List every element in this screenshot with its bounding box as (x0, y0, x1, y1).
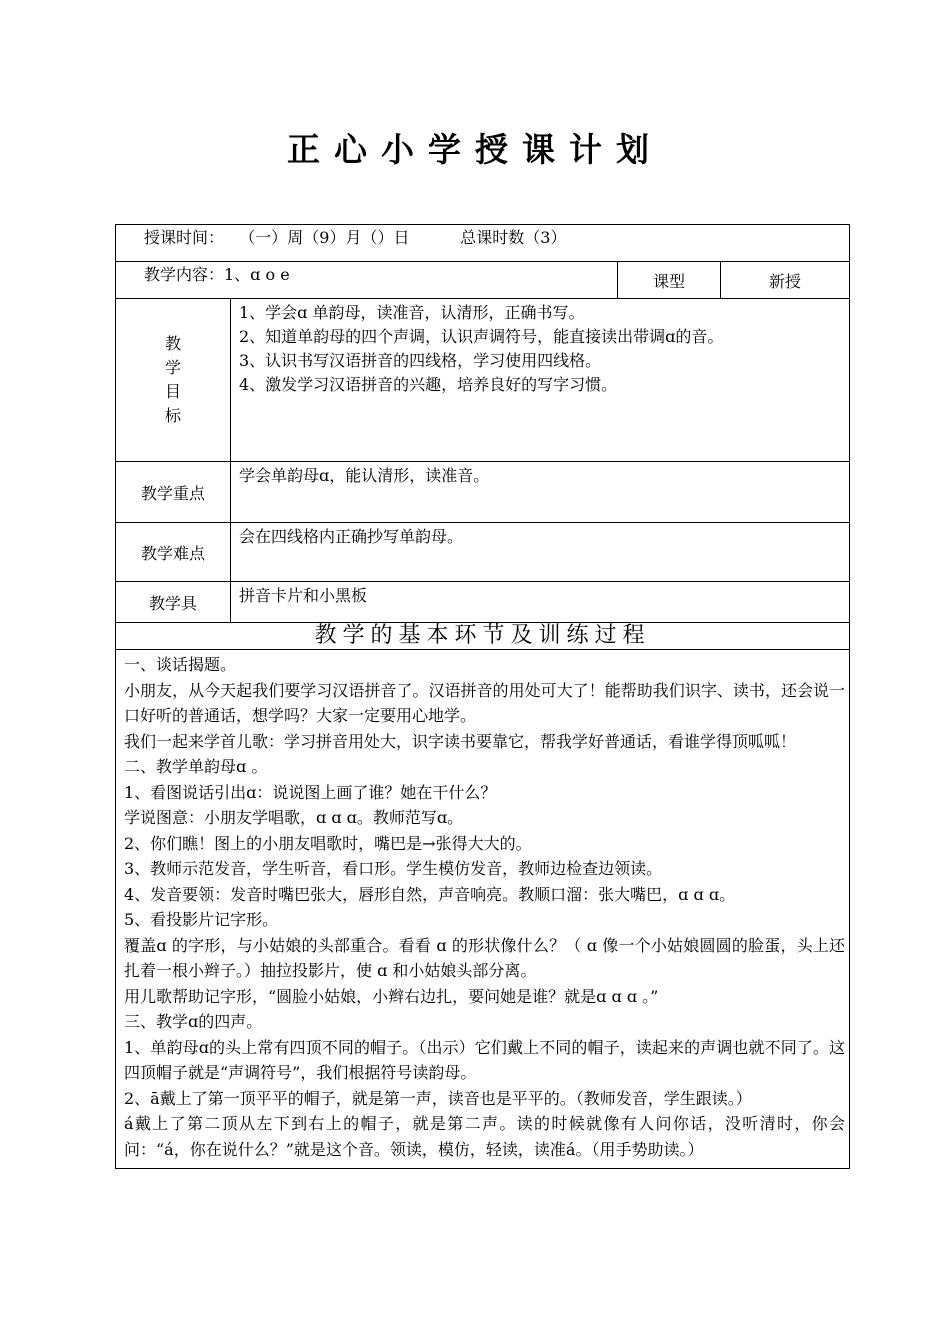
content-line: 教学内容：1、ɑ o e (144, 265, 290, 284)
process-paragraph: 5、看投影片记字形。 (124, 910, 279, 929)
tools-label: 教学具 (116, 582, 231, 623)
goal-item: 1、学会ɑ 单韵母，读准音，认清形，正确书写。 (239, 303, 585, 322)
goals-list (231, 299, 850, 462)
row-process (116, 650, 850, 1169)
process-paragraph: 1、看图说话引出ɑ：说说图上画了谁？她在干什么？ (124, 782, 497, 802)
process-paragraph: 我们一起来学首儿歌：学习拼音用处大，识字读书要靠它，帮我学好普通话，看谁学得顶呱呱！ (124, 731, 797, 751)
process-paragraph: 2、你们瞧！图上的小朋友唱歌时，嘴巴是→张得大大的。 (124, 833, 532, 853)
goal-item: 2、知道单韵母的四个声调，认识声调符号，能直接读出带调ɑ的音。 (239, 327, 724, 346)
goals-label-char: 目 (164, 382, 181, 401)
row-process-heading (116, 623, 850, 650)
content-cell (116, 262, 618, 299)
row-difficulty (116, 523, 850, 582)
process-paragraph: á戴上了第二顶从左下到右上的帽子，就是第二声。读的时候就像有人问你话，没听清时，你会问：“á，你在说什么？”就是这个音。领读，模仿，轻读，读准á。（用手势助读。） (124, 1114, 846, 1159)
difficulty-text: 会在四线格内正确抄写单韵母。 (231, 523, 850, 582)
goals-label (116, 299, 231, 462)
row-time (116, 225, 850, 262)
lesson-plan-table (115, 224, 850, 1169)
row-key-point (116, 462, 850, 523)
time-cell (116, 225, 850, 262)
process-paragraph: 覆盖ɑ 的字形，与小姑娘的头部重合。看看 ɑ 的形状像什么？（ ɑ 像一个小姑娘圆圆的脸蛋，头上还扎着一根小辫子。）抽拉投影片，使 ɑ 和小姑娘头部分离。 (124, 935, 846, 980)
goals-label-char: 教 (164, 334, 181, 353)
row-content (116, 262, 850, 299)
process-paragraph: 1、单韵母ɑ的头上常有四顶不同的帽子。（出示）它们戴上不同的帽子，读起来的声调也就不同了。这四顶帽子就是“声调符号”，我们根据符号读韵母。 (124, 1037, 846, 1082)
goals-label-char: 标 (164, 406, 181, 425)
lesson-type-value: 新授 (721, 262, 850, 299)
process-paragraph: 二、教学单韵母ɑ 。 (124, 757, 268, 776)
process-paragraph: 2、ā戴上了第一顶平平的帽子，就是第一声，读音也是平平的。（教师发音，学生跟读。） (124, 1088, 752, 1108)
goal-item: 3、认识书写汉语拼音的四线格，学习使用四线格。 (239, 351, 602, 370)
process-paragraph: 学说图意：小朋友学唱歌，ɑ ɑ ɑ。教师范写ɑ。 (124, 808, 464, 827)
process-heading: 教学的基本环节及训练过程 (116, 623, 850, 650)
row-goals (116, 299, 850, 462)
process-paragraph: 3、教师示范发音，学生听音，看口形。学生模仿发音，教师边检查边领读。 (124, 859, 663, 878)
key-point-text: 学会单韵母ɑ，能认清形，读准音。 (231, 462, 850, 523)
process-paragraph: 三、教学ɑ的四声。 (124, 1012, 263, 1031)
row-tools (116, 582, 850, 623)
process-body (116, 650, 850, 1169)
process-paragraph: 用儿歌帮助记字形，“圆脸小姑娘，小辫右边扎，要问她是谁？就是ɑ ɑ ɑ 。” (124, 986, 659, 1006)
process-paragraph: 一、谈话揭题。 (124, 655, 237, 674)
tools-text: 拼音卡片和小黑板 (231, 582, 850, 623)
process-paragraph: 小朋友，从今天起我们要学习汉语拼音了。汉语拼音的用处可大了！能帮助我们识字、读书，还会说一口好听的普通话，想学吗？大家一定要用心地学。 (124, 680, 846, 725)
key-point-label: 教学重点 (116, 462, 231, 523)
difficulty-label: 教学难点 (116, 523, 231, 582)
goals-label-char: 学 (164, 358, 181, 377)
lesson-type-label: 课型 (618, 262, 721, 299)
process-paragraph: 4、发音要领：发音时嘴巴张大，唇形自然，声音响亮。教顺口溜：张大嘴巴，ɑ ɑ ɑ。 (124, 884, 736, 904)
goal-item: 4、激发学习汉语拼音的兴趣，培养良好的写字习惯。 (239, 375, 618, 394)
time-line: 授课时间： （一）周（9）月（）日 总课时数（3） (144, 228, 567, 247)
page-title: 正心小学授课计划 (287, 130, 663, 169)
